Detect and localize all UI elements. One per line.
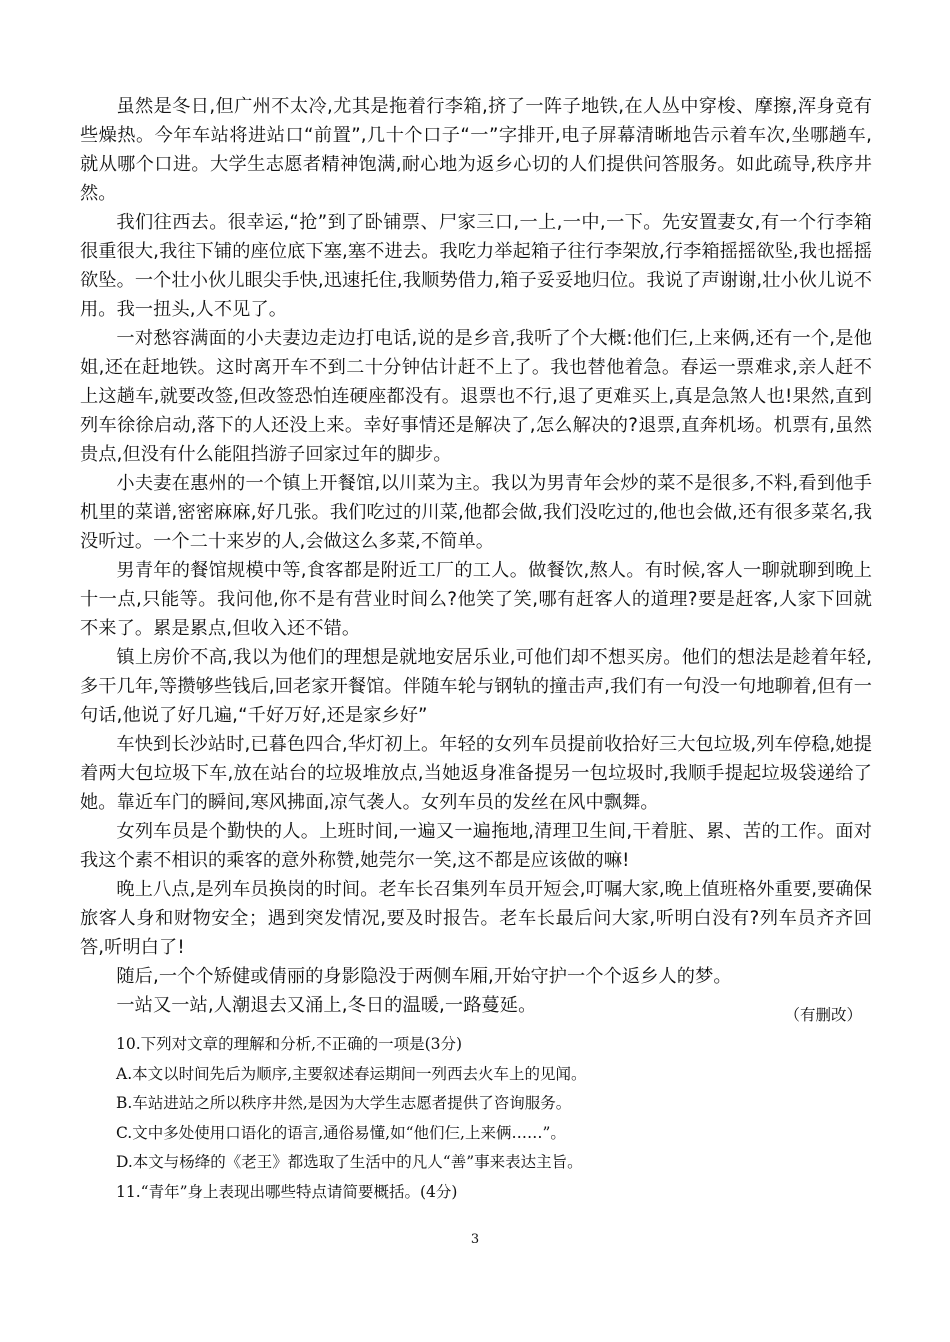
article-paragraph-5: 男青年的餐馆规模中等,食客都是附近工厂的工人。做餐饮,熬人。有时候,客人一聊就聊到晚上十一点,只能等。我问他,你不是有营业时间么?他笑了笑,哪有赶客人的道理?要是赶客,人家下回就不来了。累是累点,但收入还不错。 bbox=[80, 560, 872, 639]
question-10-option-b: B.车站进站之所以秩序井然,是因为大学生志愿者提供了咨询服务。 bbox=[116, 1094, 572, 1112]
question-10-stem: 10.下列对文章的理解和分析,不正确的一项是(3分) bbox=[116, 1035, 463, 1053]
page-number: 3 bbox=[470, 1232, 480, 1247]
article-paragraph-7: 车快到长沙站时,已暮色四合,华灯初上。年轻的女列车员提前收拾好三大包垃圾,列车停稳,她提着两大包垃圾下车,放在站台的垃圾堆放点,当她返身准备提另一包垃圾时,我顺手提起垃圾袋递给了她。靠近车门的瞬间,寒风拂面,凉气袭人。女列车员的发丝在风中飘舞。 bbox=[80, 734, 872, 813]
source-credit: （有删改） bbox=[784, 1006, 862, 1024]
question-10-option-a: A.本文以时间先后为顺序,主要叙述春运期间一列西去火车上的见闻。 bbox=[116, 1064, 587, 1083]
article-paragraph-6: 镇上房价不高,我以为他们的理想是就地安居乐业,可他们却不想买房。他们的想法是趁着年轻,多干几年,等攒够些钱后,回老家开餐馆。伴随车轮与钢轨的撞击声,我们有一句没一句地聊着,但有一句话,他说了好几遍,“千好万好,还是家乡好” bbox=[80, 647, 872, 726]
article-paragraph-1: 虽然是冬日,但广州不太冷,尤其是拖着行李箱,挤了一阵子地铁,在人丛中穿梭、摩擦,浑身竟有些燥热。今年车站将进站口“前置”,几十个口子“一”字排开,电子屏幕清晰地告示着车次,坐哪趟车,就从哪个口进。大学生志愿者精神饱满,耐心地为返乡心切的人们提供问答服务。如此疏导,秩序井然。 bbox=[80, 96, 872, 204]
question-10-option-c: C.文中多处使用口语化的语言,通俗易懂,如“他们仨,上来俩……”。 bbox=[116, 1123, 566, 1142]
article-paragraph-10: 随后,一个个矫健或倩丽的身影隐没于两侧车厢,开始守护一个个返乡人的梦。 bbox=[116, 966, 732, 987]
article-paragraph-8: 女列车员是个勤快的人。上班时间,一遍又一遍拖地,清理卫生间,干着脏、累、苦的工作。面对我这个素不相识的乘客的意外称赞,她莞尔一笑,这不都是应该做的嘛! bbox=[80, 821, 872, 871]
question-11-stem: 11.“青年”身上表现出哪些特点请简要概括。(4分) bbox=[116, 1182, 458, 1201]
question-10-option-d: D.本文与杨绛的《老王》都选取了生活中的凡人“善”事来表达主旨。 bbox=[116, 1153, 583, 1171]
article-paragraph-9: 晚上八点,是列车员换岗的时间。老车长召集列车员开短会,叮嘱大家,晚上值班格外重要,要确保旅客人身和财物安全；遇到突发情况,要及时报告。老车长最后问大家,听明白没有?列车员齐齐回答,听明白了! bbox=[80, 879, 872, 958]
article-paragraph-4: 小夫妻在惠州的一个镇上开餐馆,以川菜为主。我以为男青年会炒的菜不是很多,不料,看到他手机里的菜谱,密密麻麻,好几张。我们吃过的川菜,他都会做,我们没吃过的,他也会做,还有很多菜名,我没听过。一个二十来岁的人,会做这么多菜,不简单。 bbox=[80, 473, 872, 552]
article-paragraph-2: 我们往西去。很幸运,“抢”到了卧铺票、尸家三口,一上,一中,一下。先安置妻女,有一个行李箱很重很大,我往下铺的座位底下塞,塞不进去。我吃力举起箱子往行李架放,行李箱摇摇欲坠,我也摇摇欲坠。一个壮小伙儿眼尖手快,迅速托住,我顺势借力,箱子妥妥地归位。我说了声谢谢,壮小伙儿说不用。我一扭头,人不见了。 bbox=[80, 212, 872, 320]
article-paragraph-11: 一站又一站,人潮退去又涌上,冬日的温暖,一路蔓延。 bbox=[116, 995, 537, 1016]
article-body bbox=[80, 92, 872, 1020]
questions-section bbox=[116, 1030, 876, 1207]
article-paragraph-3: 一对愁容满面的小夫妻边走边打电话,说的是乡音,我听了个大概:他们仨,上来俩,还有一个,是他姐,还在赶地铁。这时离开车不到二十分钟估计赶不上了。我也替他着急。春运一票难求,亲人赶不上这趟车,就要改签,但改签恐怕连硬座都没有。退票也不行,退了更难买上,真是急煞人也!果然,直到列车徐徐启动,落下的人还没上来。幸好事情还是解决了,怎么解决的?退票,直奔机场。机票有,虽然贵点,但没有什么能阻挡游子回家过年的脚步。 bbox=[80, 328, 872, 465]
